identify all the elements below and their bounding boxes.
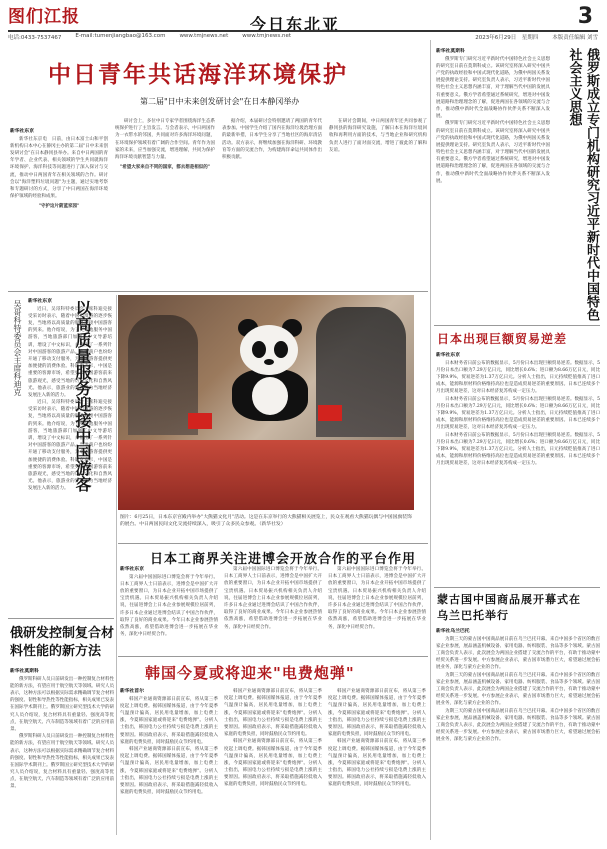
divider [434,325,600,326]
website-alt[interactable]: www.tmjnews.net [242,33,292,39]
page-number: 3 [577,4,593,29]
section-title: 今日东北亚 [250,15,341,34]
divider [116,295,117,835]
main-story-col3: 据介绍，本届研讨会特别邀请了两国的青年代表参加。中国学生介绍了国内在海洋垃圾治理方面的最新举措，日本学生分享了当地社区的海岸清洁活动。双方表示，将继续加强在海洋科研、环境教育等方面的交流合作，为构建海洋命运共同体作出积极贡献。 [222,119,322,160]
left-bottom-author: 新华社莫斯科 [10,668,39,674]
right-bottom-author: 新华社乌兰巴托 [436,628,470,634]
mid-story-col3: 第六届中国国际进口博览会将于今年举行。日本工商界人士日前表示，进博会是中国扩大开放的重要窗口，为日本企业开拓中国市场提供了宝贵机遇。日本贸易振兴机构相关负责人介绍说，往届进博会上日本企业参展规模位居前列，许多日本企业通过进博会结识了中国合作伙伴，取得了良好的商业成果。今年日本企业参展热情依然高涨，希望借助进博会进一步拓展在华业务，深化中日经贸合作。 [328,567,426,630]
divider [118,656,428,657]
divider [118,543,428,544]
right-mid-headline: 日本出现巨额贸易逆差 [437,332,568,346]
right-top-body: 新华社莫斯科 俄罗斯专门研究习近平新时代中国特色社会主义思想的研究室日前在莫斯科成立。该研究室将深入研究中国共产党的执政经验和中国式现代化道路，为俄中两国关系发展提供理论支持。研究室负责人表示，习近平新时代中国特色社会主义思想内涵丰富，对于理解当代中国的发展具有重要意义。俄方学者希望通过系统研究，增进对中国发展道路和治理理念的了解，促进两国在各领域的交流与合作，推动俄中新时代全面战略协作伙伴关系不断深入发展。 俄罗斯专门研究习近平新时代中国特色社会主义思想的研究室日前在莫斯科成立。该研究室将深入研究中国共产党的执政经验和中国式现代化道路，为俄中两国关系发展提供理论支持。研究室负责人表示，习近平新时代中国特色社会主义思想内涵丰富，对于理解当代中国的发展具有重要意义。俄方学者希望通过系统研究，增进对中国发展道路和治理理念的了解，促进两国在各领域的交流与合作，推动俄中新时代全面战略协作伙伴关系不断深入发展。 [436,48,550,184]
main-subheadline: 第二届"日中未来创发研讨会"在日本静冈举办 [140,97,300,106]
main-story-subtitle: "守护这片蔚蓝家园" [38,204,80,210]
main-story-col2: 研讨会上，多位中日专家学者围绕海洋生态系统保护进行了主旨发言。与会者表示，中日两国作为一衣带水的邻国，共同面对许多海洋环境问题，在环境保护领域有着广阔的合作空间。青年作为国家的未来，应当加强交流，增进理解，共同为保护海洋环境贡献智慧与力量。 "希望大家来自不同的国家，都去想是相似的" [115,119,215,171]
right-bottom-headline: 蒙古国中国商品展开幕式在乌兰巴托举行 [437,593,581,622]
info-line [8,30,598,41]
flag-icon [318,405,342,421]
bottom-story-headline: 韩国今夏或将迎来"电费炮弹" [145,664,355,682]
mid-story-col2: 第六届中国国际进口博览会将于今年举行。日本工商界人士日前表示，进博会是中国扩大开放的重要窗口，为日本企业开拓中国市场提供了宝贵机遇。日本贸易振兴机构相关负责人介绍说，往届进博会上日本企业参展规模位居前列，许多日本企业通过进博会结识了中国合作伙伴，取得了良好的商业成果。今年日本企业参展热情依然高涨，希望借助进博会进一步拓展在华业务，深化中日经贸合作。 [224,567,322,630]
masthead [0,0,607,40]
divider [430,40,431,840]
bottom-story-col2: 韩国产业通商资源部日前宣布，将从第三季度起上调电费。据韩国媒体报道，由于今年夏季气温预计偏高，居民用电量增加，加上电费上涨，今夏韩国家庭或将迎来"电费炮弹"。分析人士指出，韩国电力公社持续亏损是电费上涨的主要原因。韩国政府表示，将采取措施减轻低收入家庭的电费负担，同时鼓励民众节约用电。 韩国产业通商资源部日前宣布，将从第三季度起上调电费。据韩国媒体报道，由于今年夏季气温预计偏高，居民用电量增加，加上电费上涨，今夏韩国家庭或将迎来"电费炮弹"。分析人士指出，韩国电力公社持续亏损是电费上涨的主要原因。韩国政府表示，将采取措施减轻低收入家庭的电费负担，同时鼓励民众节约用电。 [224,689,322,788]
main-story-col4: 在研讨会期间，中日两国青年还共同参观了静冈县的海洋研究设施，了解日本在海洋垃圾回收和再利用方面的技术，与当地企业和研究机构负责人进行了面对面交流，增进了彼此的了解和友谊。 [329,119,427,153]
left-story-author: 新华社东京 [28,298,52,304]
right-top-author: 新华社莫斯科 [436,48,465,54]
main-headline: 中日青年共话海洋环境保护 [48,61,348,88]
website[interactable]: www.tmjnews.net [179,33,229,39]
panda-figure [226,325,312,421]
flag-icon [188,413,212,429]
left-story-subheadline: 吴哥科特委员会主席科迪克 [13,300,22,396]
left-story-body: 新华社东京 近日，吴哥科特委员会主席科迪克接受采访时表示，随着中国出境游的逐步恢复，当地将以高质量的服务迎接中国游客的到来。他介绍说，为了更好地服务中国游客，当地旅游部门加强了中文导游培训，增设了中文标识，并推出了一系列针对中国游客的旅游产品。当地商户也纷纷开通了移动支付服务，为中国游客提供更加便捷的消费体验。科迪克表示，中国是重要的客源市场，希望更多中国游客前来旅游观光，感受当地的历史文化和自然风光。他表示，旅游业的复苏将为当地经济发展注入新的活力。 近日，吴哥科特委员会主席科迪克接受采访时表示，随着中国出境游的逐步恢复，当地将以高质量的服务迎接中国游客的到来。他介绍说，为了更好地服务中国游客，当地旅游部门加强了中文导游培训，增设了中文标识，并推出了一系列针对中国游客的旅游产品。当地商户也纷纷开通了移动支付服务，为中国游客提供更加便捷的消费体验。科迪克表示，中国是重要的客源市场，希望更多中国游客前来旅游观光，感受当地的历史文化和自然风光。他表示，旅游业的复苏将为当地经济发展注入新的活力。 [28,298,112,492]
phone: 电话:0433-7537467 [8,35,62,41]
news-photo [118,295,414,510]
bottom-story-author: 新华社首尔 [120,688,144,694]
newspaper-logo: 图们江报 [8,7,80,27]
right-mid-body: 新华社东京 日本财务省日前公布的数据显示，5月份日本出现巨额贸易逆差。数据显示，5月份日本出口额为7.29万亿日元，同比增长0.6%；进口额为8.66万亿日元，同比下降9.9%，贸易逆差为1.37万亿日元。分析人士指出，日元持续贬值推高了进口成本，能源和原材料价格维持高位也是造成贸易逆差的重要原因。日本已连续多个月出现贸易逆差，这对日本经济复苏构成一定压力。 日本财务省日前公布的数据显示，5月份日本出现巨额贸易逆差。数据显示，5月份日本出口额为7.29万亿日元，同比增长0.6%；进口额为8.66万亿日元，同比下降9.9%，贸易逆差为1.37万亿日元。分析人士指出，日元持续贬值推高了进口成本，能源和原材料价格维持高位也是造成贸易逆差的重要原因。日本已连续多个月出现贸易逆差，这对日本经济复苏构成一定压力。 日本财务省日前公布的数据显示，5月份日本出现巨额贸易逆差。数据显示，5月份日本出口额为7.29万亿日元，同比增长0.6%；进口额为8.66万亿日元，同比下降9.9%，贸易逆差为1.37万亿日元。分析人士指出，日元持续贬值推高了进口成本，能源和原材料价格维持高位也是造成贸易逆差的重要原因。日本已连续多个月出现贸易逆差，这对日本经济复苏构成一定压力。 [436,352,600,467]
bottom-story-col3: 韩国产业通商资源部日前宣布，将从第三季度起上调电费。据韩国媒体报道，由于今年夏季气温预计偏高，居民用电量增加，加上电费上涨，今夏韩国家庭或将迎来"电费炮弹"。分析人士指出，韩国电力公社持续亏损是电费上涨的主要原因。韩国政府表示，将采取措施减轻低收入家庭的电费负担，同时鼓励民众节约用电。 韩国产业通商资源部日前宣布，将从第三季度起上调电费。据韩国媒体报道，由于今年夏季气温预计偏高，居民用电量增加，加上电费上涨，今夏韩国家庭或将迎来"电费炮弹"。分析人士指出，韩国电力公社持续亏损是电费上涨的主要原因。韩国政府表示，将采取措施减轻低收入家庭的电费负担，同时鼓励民众节约用电。 [328,689,426,788]
right-mid-author: 新华社东京 [436,352,460,358]
right-bottom-body: 新华社乌兰巴托 为期三天的蒙古国中国商品展日前在乌兰巴托开幕。来自中国多个省区的数百家企业参展，展品涵盖机械设备、家用电器、纺织服装、食品等多个领域。蒙古国工商会负责人表示，此次展会为两国企业搭建了交流合作的平台，有助于推动蒙中经贸关系进一步发展。中方参展企业表示，蒙古国市场潜力巨大，希望通过展会拓展业务，深化与蒙方企业的合作。 为期三天的蒙古国中国商品展日前在乌兰巴托开幕。来自中国多个省区的数百家企业参展，展品涵盖机械设备、家用电器、纺织服装、食品等多个领域。蒙古国工商会负责人表示，此次展会为两国企业搭建了交流合作的平台，有助于推动蒙中经贸关系进一步发展。中方参展企业表示，蒙古国市场潜力巨大，希望通过展会拓展业务，深化与蒙方企业的合作。 为期三天的蒙古国中国商品展日前在乌兰巴托开幕。来自中国多个省区的数百家企业参展，展品涵盖机械设备、家用电器、纺织服装、食品等多个领域。蒙古国工商会负责人表示，此次展会为两国企业搭建了交流合作的平台，有助于推动蒙中经贸关系进一步发展。中方参展企业表示，蒙古国市场潜力巨大，希望通过展会拓展业务，深化与蒙方企业的合作。 [436,628,600,743]
divider [8,618,114,619]
main-story-subtitle-2: "希望大家来自不同的国家，都去想是相似的" [119,165,211,171]
divider [434,587,600,588]
issue-date: 2023年6月29日 星期四 [475,35,539,41]
photo-display-table [118,440,414,510]
main-story-col1: 新华社东京 新华社东京电 日前，由日本富士山和平创新机构日本中心在静冈主办的第二届"日中未来创发研讨会"在日本静冈县举办。来自中日两国的青年学者、企业代表、相关领域的学生共同就海洋环境保护、海洋科技等问题进行了深入探讨与交流，推动中日两国青年在相关领域的合作。研讨会以"海洋塑料垃圾问题"为主题，通过实地考察和专题研讨的方式，分享了中日两国在海洋环境保护领域的经验和成果。 "守护这片蔚蓝家园" [10,128,108,210]
left-story-headline: 以高质量服务迎接中国游客 [73,300,92,492]
mid-story-headline: 日本工商界关注进博会开放合作的平台作用 [150,552,417,567]
email: E-mail:tumenjiangbao@163.com [75,33,166,39]
main-story-author: 新华社东京 [10,128,34,134]
left-bottom-headline: 俄研发控制复合材料性能的新方法 [10,626,115,659]
bottom-story-col1: 新华社首尔 韩国产业通商资源部日前宣布，将从第三季度起上调电费。据韩国媒体报道，由于今年夏季气温预计偏高，居民用电量增加，加上电费上涨，今夏韩国家庭或将迎来"电费炮弹"。分析人士指出，韩国电力公社持续亏损是电费上涨的主要原因。韩国政府表示，将采取措施减轻低收入家庭的电费负担，同时鼓励民众节约用电。 韩国产业通商资源部日前宣布，将从第三季度起上调电费。据韩国媒体报道，由于今年夏季气温预计偏高，居民用电量增加，加上电费上涨，今夏韩国家庭或将迎来"电费炮弹"。分析人士指出，韩国电力公社持续亏损是电费上涨的主要原因。韩国政府表示，将采取措施减轻低收入家庭的电费负担，同时鼓励民众节约用电。 [120,688,218,796]
page-editor: 本版责任编辑 刘雪 [552,35,598,41]
mid-story-author: 新华社东京 [120,566,144,572]
divider [8,291,428,292]
mid-story-col1: 新华社东京 第六届中国国际进口博览会将于今年举行。日本工商界人士日前表示，进博会是中国扩大开放的重要窗口，为日本企业开拓中国市场提供了宝贵机遇。日本贸易振兴机构相关负责人介绍说，往届进博会上日本企业参展规模位居前列，许多日本企业通过进博会结识了中国合作伙伴，取得了良好的商业成果。今年日本企业参展热情依然高涨，希望借助进博会进一步拓展在华业务，深化中日经贸合作。 [120,566,218,638]
left-bottom-body: 新华社莫斯科 俄罗斯科研人员日前研发出一种控制复合材料性能的新方法，有望应用于航空航天等领域。研究人员表示，这种方法可以根据实际需求精确调节复合材料的强度、韧性和导热性等性能指标，相关成果已发表在国际学术期刊上。俄罗斯国立研究型技术大学的研究人员介绍说，复合材料具有重量轻、强度高等优点，在航空航天、汽车制造等领域有着广泛的应用前景。 俄罗斯科研人员日前研发出一种控制复合材料性能的新方法，有望应用于航空航天等领域。研究人员表示，这种方法可以根据实际需求精确调节复合材料的强度、韧性和导热性等性能指标，相关成果已发表在国际学术期刊上。俄罗斯国立研究型技术大学的研究人员介绍说，复合材料具有重量轻、强度高等优点，在航空航天、汽车制造等领域有着广泛的应用前景。 [10,668,114,790]
photo-caption: 图片：6月25日，日本东京宫殿内举办"大熊猫文化月"活动。这是在东京举行的大熊猫相关展览上，民众在观看大熊猫玩偶与中国国旗装饰的展台。中日两国民间文化交流持续深入，吸引了众多民众参观。（新华社发） [120,515,412,528]
right-top-headline: 俄罗斯成立专门机构研究习近平新时代中国特色社会主义思想 [566,48,599,321]
